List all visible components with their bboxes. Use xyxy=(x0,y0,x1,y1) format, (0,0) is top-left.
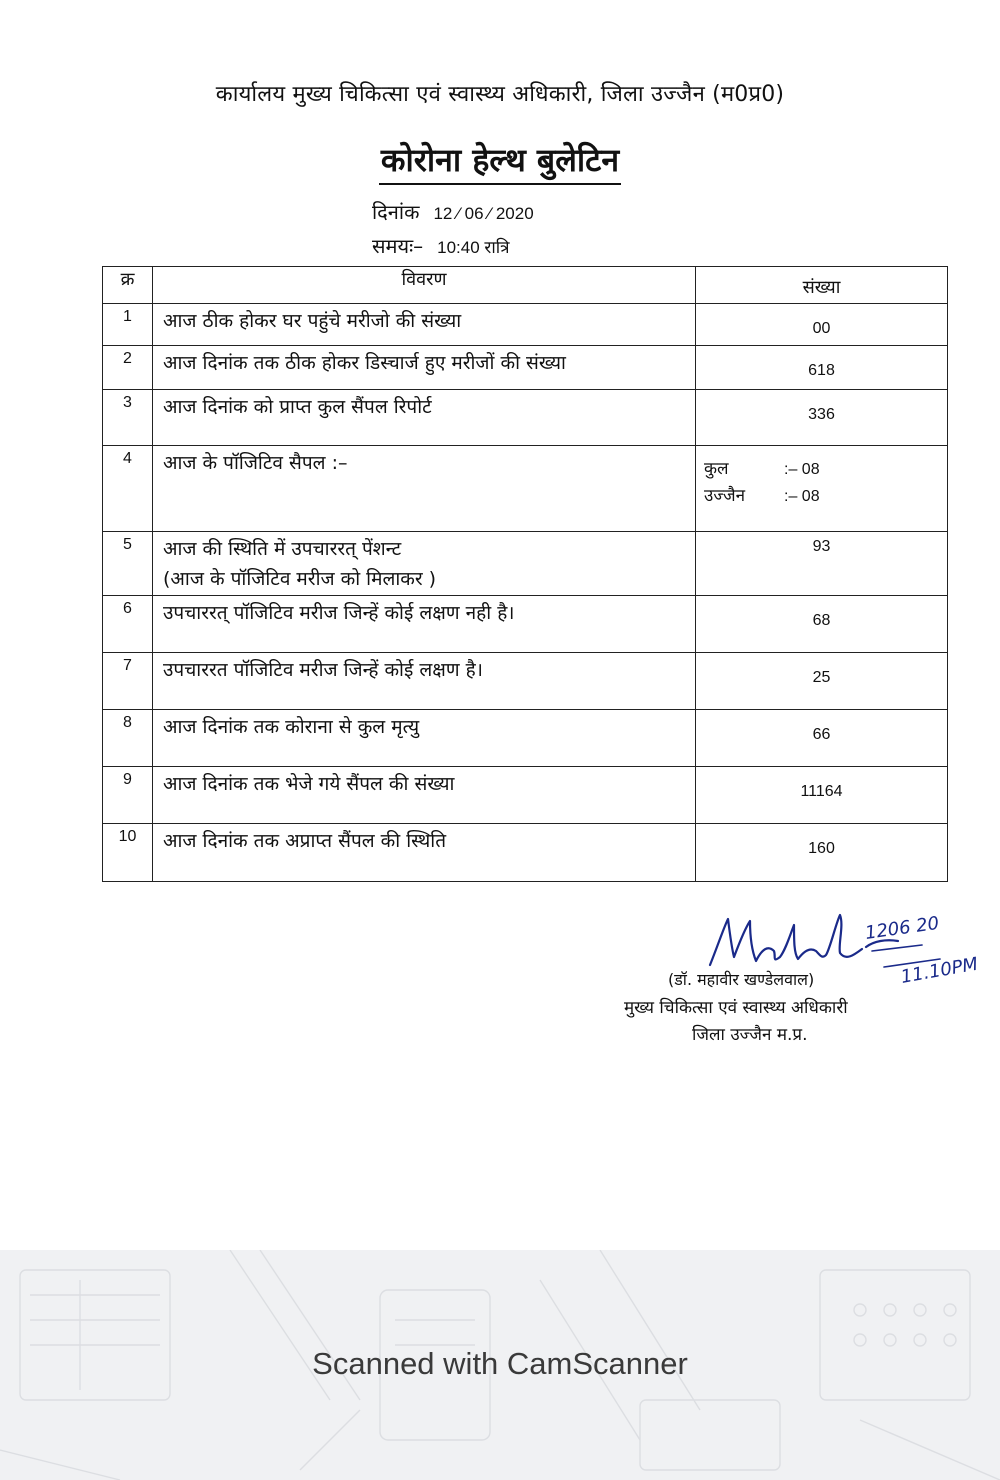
bulletin-title xyxy=(0,138,1000,181)
row-sn: 5 xyxy=(103,532,153,596)
office-heading: कार्यालय मुख्य चिकित्सा एवं स्वास्थ्य अधिकारी, जिला उज्जैन (म0प्र0) xyxy=(215,82,785,107)
row-description: आज दिनांक तक अप्राप्त सैंपल की स्थिति xyxy=(153,824,696,882)
row-count: 25 xyxy=(696,653,948,710)
table-row xyxy=(103,532,948,596)
positive-total-value: :– 08 xyxy=(784,461,820,478)
table-row xyxy=(103,596,948,653)
signatory-name: (डॉ. महावीर खण्डेलवाल) xyxy=(668,970,815,989)
row-description-line-2: (आज के पॉजिटिव मरीज को मिलाकर ) xyxy=(163,568,437,590)
row-description: आज दिनांक तक भेजे गये सैंपल की संख्या xyxy=(153,767,696,824)
time-label: समयः– xyxy=(372,234,424,258)
row-sn: 8 xyxy=(103,710,153,767)
bulletin-table xyxy=(102,266,948,882)
table-header-row xyxy=(103,267,948,304)
row-count: 11164 xyxy=(696,767,948,824)
positive-total-label: कुल xyxy=(704,459,729,479)
table-row xyxy=(103,653,948,710)
row-count-breakdown xyxy=(696,446,948,532)
row-description-line-1: आज की स्थिति में उपचाररत् पेंशन्ट xyxy=(163,538,402,560)
header-description: विवरण xyxy=(153,267,696,304)
bulletin-title-text: कोरोना हेल्थ बुलेटिन xyxy=(379,141,621,185)
row-description: आज दिनांक तक कोराना से कुल मृत्यु xyxy=(153,710,696,767)
positive-total-line xyxy=(704,456,947,483)
row-sn: 9 xyxy=(103,767,153,824)
row-sn: 1 xyxy=(103,304,153,346)
header-sn: क्र xyxy=(103,267,153,304)
row-description: उपचाररत् पॉजिटिव मरीज जिन्हें कोई लक्षण नही है। xyxy=(153,596,696,653)
positive-ujjain-line xyxy=(704,483,947,510)
signatory-designation: मुख्य चिकित्सा एवं स्वास्थ्य अधिकारी xyxy=(624,998,848,1018)
signatory-district: जिला उज्जैन म.प्र. xyxy=(692,1025,808,1045)
table-row xyxy=(103,390,948,446)
positive-ujjain-label: उज्जैन xyxy=(704,486,746,506)
date-label: दिनांक xyxy=(372,200,420,224)
date-line xyxy=(372,198,534,225)
row-count: 93 xyxy=(696,532,948,596)
time-value: 10:40 रात्रि xyxy=(437,238,510,257)
svg-text:1206 20: 1206 20 xyxy=(863,912,941,944)
row-sn: 7 xyxy=(103,653,153,710)
row-sn: 4 xyxy=(103,446,153,532)
row-description: आज के पॉजिटिव सैपल :– xyxy=(153,446,696,532)
svg-text:11.10PM: 11.10PM xyxy=(899,953,980,988)
row-description: आज दिनांक को प्राप्त कुल सैंपल रिपोर्ट xyxy=(153,390,696,446)
time-line xyxy=(372,232,510,259)
row-count: 66 xyxy=(696,710,948,767)
footer-watermark-text: Scanned with CamScanner xyxy=(312,1346,688,1381)
row-sn: 2 xyxy=(103,346,153,390)
header-count: संख्या xyxy=(696,267,948,304)
row-count: 160 xyxy=(696,824,948,882)
camscanner-footer xyxy=(0,1250,1000,1480)
row-sn: 6 xyxy=(103,596,153,653)
row-count: 68 xyxy=(696,596,948,653)
row-description xyxy=(153,532,696,596)
row-description: आज ठीक होकर घर पहुंचे मरीजो की संख्या xyxy=(153,304,696,346)
positive-ujjain-value: :– 08 xyxy=(784,488,820,505)
row-count: 618 xyxy=(696,346,948,390)
row-sn: 10 xyxy=(103,824,153,882)
date-value: 12 ⁄ 06 ⁄ 2020 xyxy=(433,204,534,223)
row-count: 00 xyxy=(696,304,948,346)
table-row xyxy=(103,710,948,767)
table-row xyxy=(103,767,948,824)
table-row xyxy=(103,446,948,532)
row-description: आज दिनांक तक ठीक होकर डिस्चार्ज हुए मरीजों की संख्या xyxy=(153,346,696,390)
row-sn: 3 xyxy=(103,390,153,446)
table-row xyxy=(103,304,948,346)
row-count: 336 xyxy=(696,390,948,446)
row-description: उपचाररत पॉजिटिव मरीज जिन्हें कोई लक्षण है। xyxy=(153,653,696,710)
table-row xyxy=(103,824,948,882)
table-row xyxy=(103,346,948,390)
